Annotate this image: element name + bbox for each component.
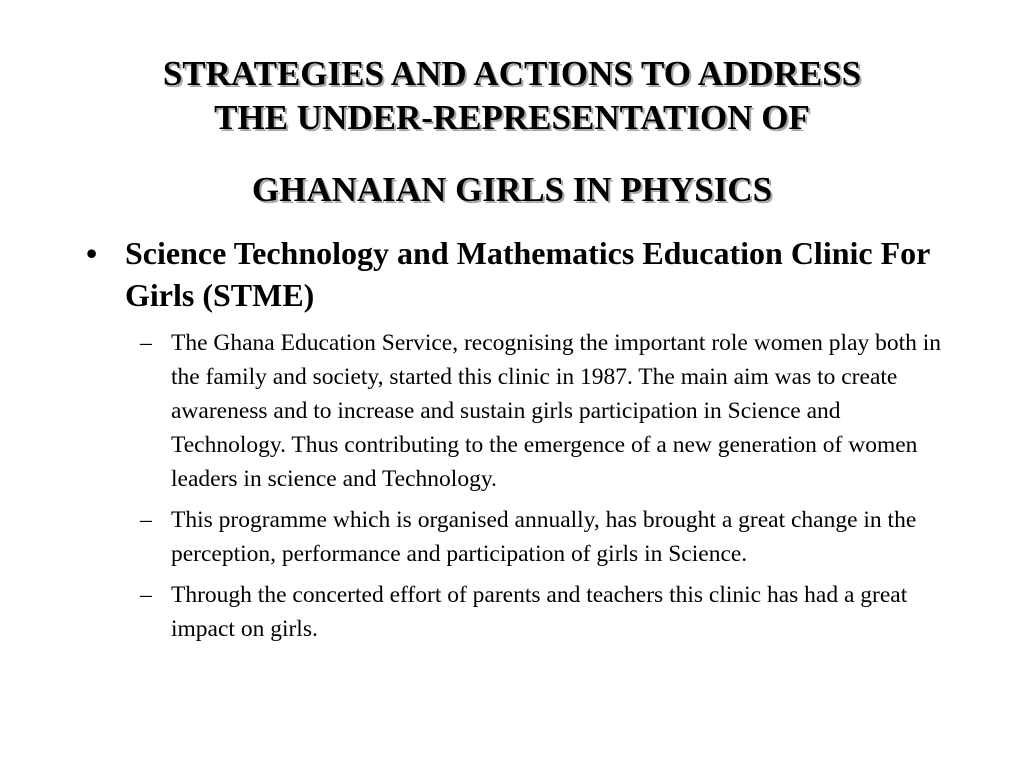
main-bullet-text: Science Technology and Mathematics Education Clinic For Girls (STME) (125, 235, 930, 313)
main-bullet (86, 232, 946, 316)
sub-bullet-item (86, 503, 946, 571)
title-line-1: STRATEGIES AND ACTIONS TO ADDRESS (162, 54, 862, 93)
slide-body (86, 232, 946, 653)
sub-bullet-list (86, 326, 946, 646)
sub-bullet-item (86, 578, 946, 646)
slide-title (60, 52, 964, 212)
sub-bullet-text: Through the concerted effort of parents and teachers this clinic has had a great impact on girls. (171, 582, 908, 642)
dash-icon: – (140, 507, 152, 533)
sub-bullet-item (86, 326, 946, 496)
dash-icon: – (140, 582, 152, 608)
title-line-3: GHANAIAN GIRLS IN PHYSICS (251, 170, 773, 209)
sub-bullet-text: The Ghana Education Service, recognising the important role women play both in the family and society, started this clinic in 1987. The main aim was to create awareness and to increase and sustain girls participation in Science and Technology. Thus contributing to the emergence of a new generation of women leaders in science and Technology. (171, 330, 942, 492)
bullet-icon: • (86, 235, 98, 271)
title-line-2: THE UNDER-REPRESENTATION OF (214, 98, 810, 137)
sub-bullet-text: This programme which is organised annually, has brought a great change in the perception, performance and participation of girls in Science. (171, 507, 917, 567)
dash-icon: – (140, 330, 152, 356)
